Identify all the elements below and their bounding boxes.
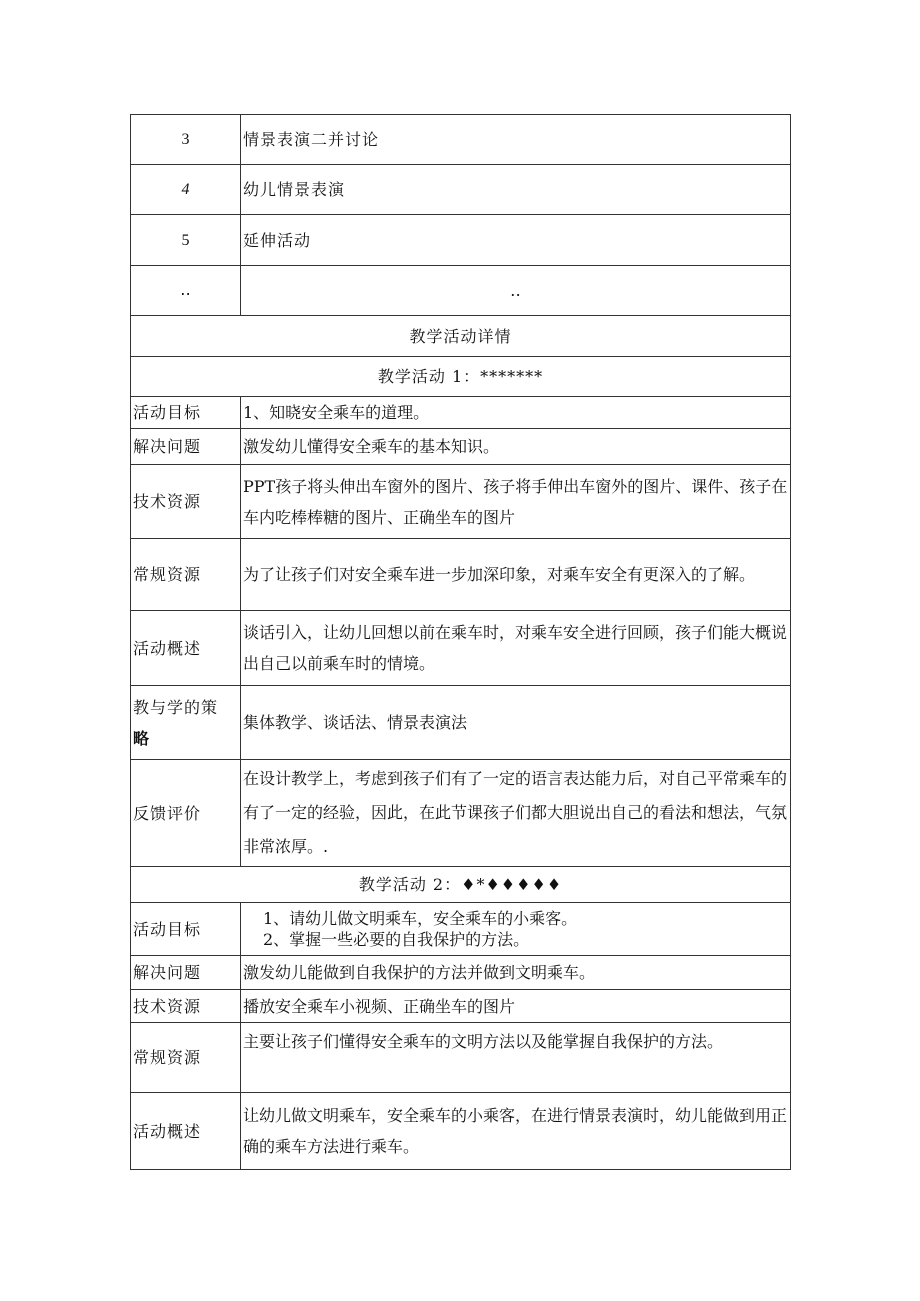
activity-2-regular-row (131, 1023, 791, 1093)
activity-1-regular-row (131, 539, 791, 611)
step-text: ‥ (241, 266, 791, 316)
activity-1-overview-row (131, 611, 791, 686)
activity-2-problem-row (131, 956, 791, 990)
field-label (131, 686, 241, 760)
step-text: 情景表演二并讨论 (241, 115, 791, 165)
field-label: 技术资源 (131, 465, 241, 539)
activity-2-goal-row (131, 903, 791, 956)
plan-row (131, 266, 791, 316)
field-label: 活动概述 (131, 611, 241, 686)
activity-1-strategy-row (131, 686, 791, 760)
strategy-label-part-1: 教与学的策 (133, 697, 219, 717)
field-value: 为了让孩子们对安全乘车进一步加深印象，对乘车安全有更深入的了解。 (241, 539, 791, 611)
goal-line: 1、请幼儿做文明乘车，安全乘车的小乘客。 (263, 909, 578, 928)
field-value: 谈话引入，让幼儿回想以前在乘车时，对乘车安全进行回顾，孩子们能大概说出自己以前乘车时的情境。 (241, 611, 791, 686)
activity-heading-row (131, 357, 791, 397)
field-value: 播放安全乘车小视频、正确坐车的图片 (241, 990, 791, 1023)
step-number: 3 (131, 115, 241, 165)
step-number: ‥ (131, 266, 241, 316)
field-label: 活动概述 (131, 1093, 241, 1170)
plan-row (131, 215, 791, 266)
field-label: 解决问题 (131, 429, 241, 465)
field-value: 在设计教学上，考虑到孩子们有了一定的语言表达能力后，对自己平常乘车的有了一定的经验，因此，在此节课孩子们都大胆说出自己的看法和想法，气氛非常浓厚。. (241, 760, 791, 867)
activity-heading-row (131, 867, 791, 903)
strategy-label-part-2: 略 (133, 728, 151, 748)
goal-line: 2、掌握一些必要的自我保护的方法。 (263, 930, 530, 949)
activity-1-problem-row (131, 429, 791, 465)
field-label: 常规资源 (131, 539, 241, 611)
section-title-row (131, 316, 791, 357)
field-value: 集体教学、谈话法、情景表演法 (241, 686, 791, 760)
field-value: 让幼儿做文明乘车，安全乘车的小乘客，在进行情景表演时，幼儿能做到用正确的乘车方法进行乘车。 (241, 1093, 791, 1170)
field-value: 激发幼儿懂得安全乘车的基本知识。 (241, 429, 791, 465)
field-value: 主要让孩子们懂得安全乘车的文明方法以及能掌握自我保护的方法。 (241, 1023, 791, 1093)
section-title: 教学活动详情 (131, 316, 791, 357)
field-label: 活动目标 (131, 397, 241, 429)
activity-1-feedback-row (131, 760, 791, 867)
field-label: 技术资源 (131, 990, 241, 1023)
field-label: 活动目标 (131, 903, 241, 956)
activity-1-goal-row (131, 397, 791, 429)
step-text: 延伸活动 (241, 215, 791, 266)
field-label: 常规资源 (131, 1023, 241, 1093)
activity-2-overview-row (131, 1093, 791, 1170)
activity-1-heading: 教学活动 1：******* (131, 357, 791, 397)
step-number: 5 (131, 215, 241, 266)
field-label: 解决问题 (131, 956, 241, 990)
activity-1-tech-row (131, 465, 791, 539)
activity-2-heading: 教学活动 2：♦*♦♦♦♦♦ (131, 867, 791, 903)
plan-row (131, 165, 791, 215)
plan-row (131, 115, 791, 165)
field-value (241, 903, 791, 956)
field-label: 反馈评价 (131, 760, 241, 867)
field-value: 激发幼儿能做到自我保护的方法并做到文明乘车。 (241, 956, 791, 990)
lesson-plan-table (130, 114, 791, 1170)
step-text: 幼儿情景表演 (241, 165, 791, 215)
field-value: PPT孩子将头伸出车窗外的图片、孩子将手伸出车窗外的图片、课件、孩子在车内吃棒棒糖的图片、正确坐车的图片 (241, 465, 791, 539)
step-number: 4 (131, 165, 241, 215)
activity-2-tech-row (131, 990, 791, 1023)
field-value: 1、知晓安全乘车的道理。 (241, 397, 791, 429)
